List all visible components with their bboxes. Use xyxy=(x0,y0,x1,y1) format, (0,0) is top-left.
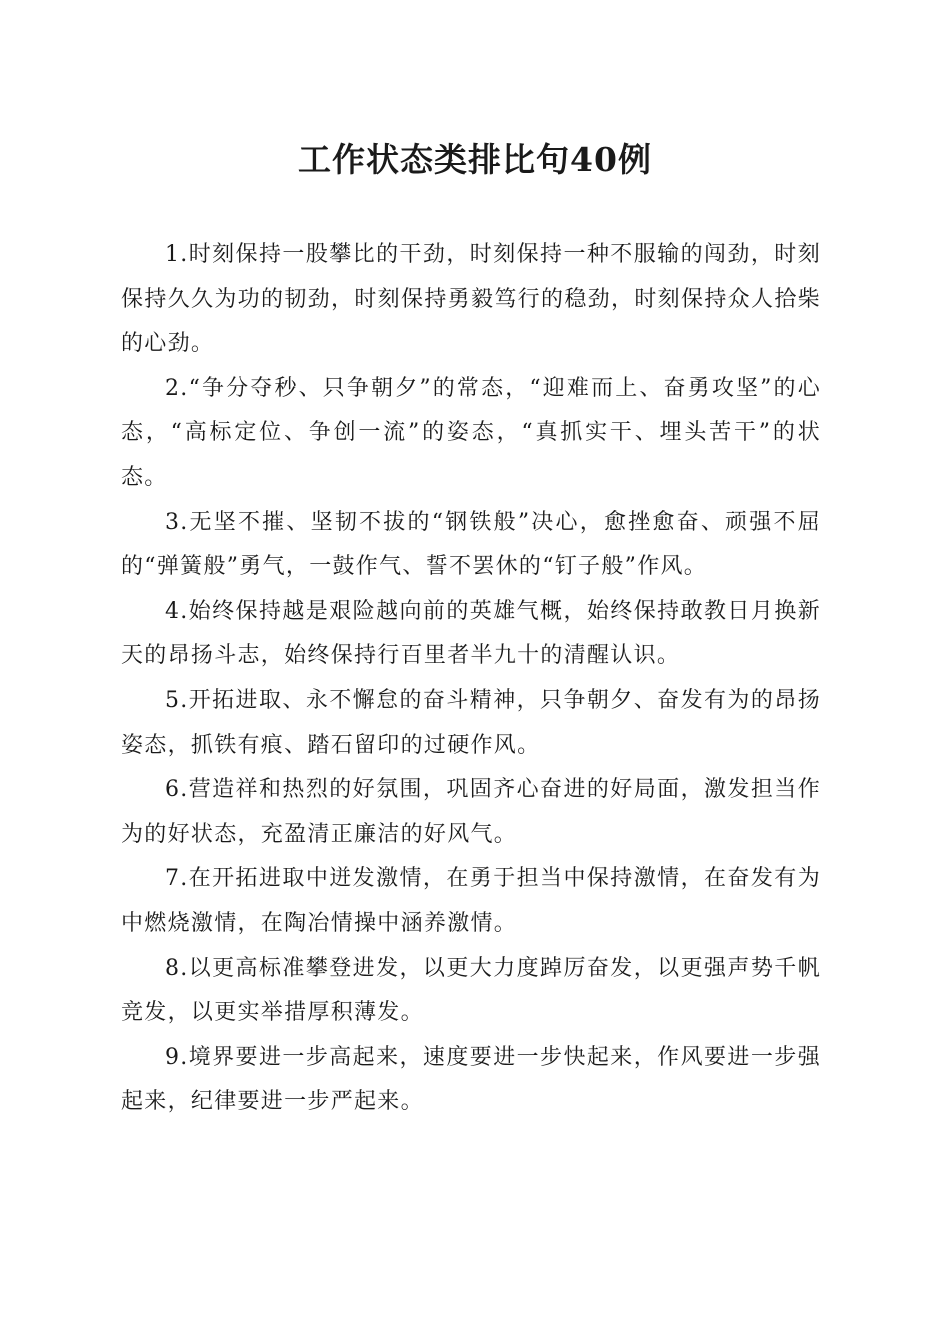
paragraph-5: 5.开拓进取、永不懈怠的奋斗精神，只争朝夕、奋发有为的昂扬姿态，抓铁有痕、踏石留印的过硬作风。 xyxy=(121,687,821,758)
paragraph-8: 8.以更高标准攀登进发，以更大力度踔厉奋发，以更强声势千帆竞发，以更实举措厚积薄发。 xyxy=(121,955,821,1026)
paragraph-3: 3.无坚不摧、坚韧不拔的“钢铁般”决心，愈挫愈奋、顽强不屈的“弹簧般”勇气，一鼓作气、誓不罢休的“钉子般”作风。 xyxy=(121,509,821,580)
document-body xyxy=(121,233,821,1125)
paragraph-9: 9.境界要进一步高起来，速度要进一步快起来，作风要进一步强起来，纪律要进一步严起来。 xyxy=(121,1044,821,1115)
paragraph-2: 2.“争分夺秒、只争朝夕”的常态，“迎难而上、奋勇攻坚”的心态，“高标定位、争创一流”的姿态，“真抓实干、埋头苦干”的状态。 xyxy=(121,375,821,490)
paragraph-7: 7.在开拓进取中迸发激情，在勇于担当中保持激情，在奋发有为中燃烧激情，在陶冶情操中涵养激情。 xyxy=(121,866,821,936)
paragraph-4: 4.始终保持越是艰险越向前的英雄气概，始终保持敢教日月换新天的昂扬斗志，始终保持行百里者半九十的清醒认识。 xyxy=(121,598,821,669)
paragraph-6: 6.营造祥和热烈的好氛围，巩固齐心奋进的好局面，激发担当作为的好状态，充盈清正廉洁的好风气。 xyxy=(121,777,821,847)
document-title: 工作状态类排比句40例 xyxy=(298,140,652,179)
paragraph-1: 1.时刻保持一股攀比的干劲，时刻保持一种不服输的闯劲，时刻保持久久为功的韧劲，时刻保持勇毅笃行的稳劲，时刻保持众人拾柴的心劲。 xyxy=(121,242,821,357)
